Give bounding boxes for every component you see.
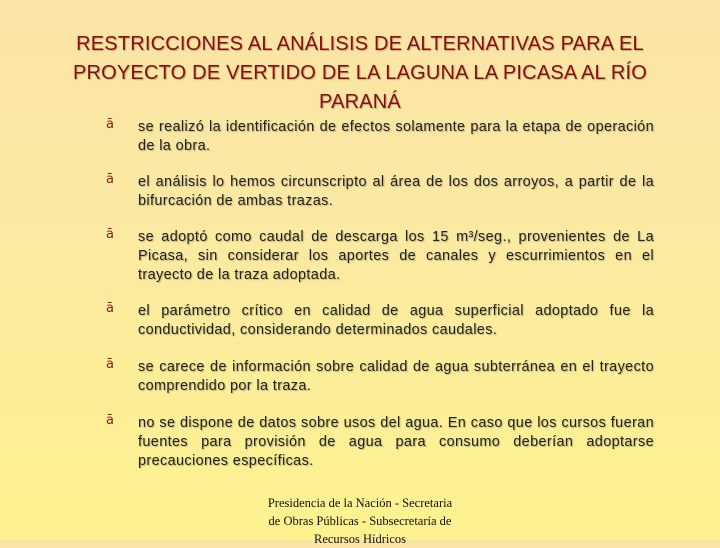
bullet-arrow-icon: ā: [106, 117, 114, 132]
bullet-arrow-icon: ā: [106, 301, 114, 316]
bullet-text: el análisis lo hemos circunscripto al área de los dos arroyos, a partir de la bifurcación de ambas trazas.: [138, 174, 654, 209]
bullet-item: [106, 357, 654, 396]
bullet-text: se carece de información sobre calidad de agua subterránea en el trayecto comprendido por la traza.: [138, 359, 654, 394]
footer-line-3: Recursos Hídricos: [314, 532, 406, 546]
bullet-arrow-icon: ā: [106, 227, 114, 242]
bullet-text: se adoptó como caudal de descarga los 15 m³/seg., provenientes de La Picasa, sin considerar los aportes de canales y escurrimientos en el trayecto de la traza adoptada.: [138, 229, 654, 283]
bullet-item: [106, 413, 654, 471]
bullet-text: el parámetro crítico en calidad de agua superficial adoptado fue la conductividad, considerando determinados caudales.: [138, 303, 654, 338]
bullet-arrow-icon: ā: [106, 357, 114, 372]
title-line-3: PARANÁ: [319, 91, 401, 113]
bullet-text: no se dispone de datos sobre usos del agua. En caso que los cursos fueran fuentes para provisión de agua para consumo deberían adoptarse precauciones específicas.: [138, 415, 654, 469]
bullet-item: [106, 301, 654, 340]
footer-line-1: Presidencia de la Nación - Secretaria: [267, 496, 453, 510]
bullet-arrow-icon: ā: [106, 413, 114, 428]
title-line-2: PROYECTO DE VERTIDO DE LA LAGUNA LA PICASA AL RÍO: [72, 62, 648, 84]
bullet-item: [106, 227, 654, 285]
bullet-arrow-icon: ā: [106, 172, 114, 187]
bullet-item: [106, 117, 654, 156]
bullet-text: se realizó la identificación de efectos solamente para la etapa de operación de la obra.: [138, 119, 654, 154]
title-line-1: RESTRICCIONES AL ANÁLISIS DE ALTERNATIVAS PARA EL: [76, 33, 644, 55]
bullet-item: [106, 172, 654, 211]
footer-line-2: de Obras Públicas - Subsecretaría de: [268, 514, 452, 528]
